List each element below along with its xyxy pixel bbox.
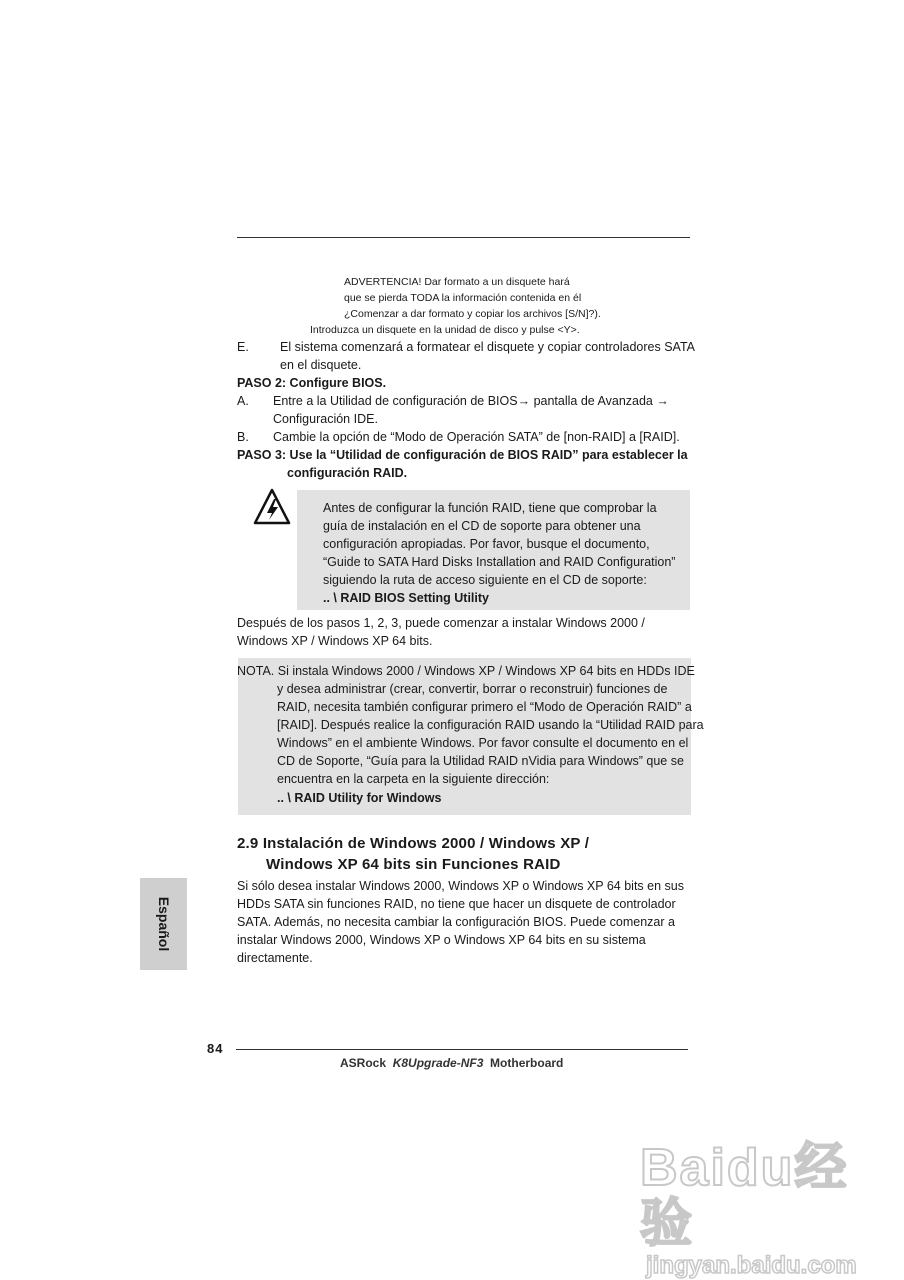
footer-brand: ASRock: [340, 1056, 387, 1070]
caution-line-2: guía de instalación en el CD de soporte para obtener una: [323, 519, 641, 533]
paso-2-a-text: Entre a la Utilidad de configuración de BIOS: [273, 394, 518, 408]
step-e-label: E.: [237, 340, 249, 354]
language-side-tab-label: Español: [155, 896, 172, 952]
section-body-line-5: directamente.: [237, 951, 313, 965]
section-body-line-4: instalar Windows 2000, Windows XP o Windows XP 64 bits en su sistema: [237, 933, 646, 947]
paso-2-a-line-2: Configuración IDE.: [273, 412, 378, 426]
paso-2-a-label: A.: [237, 394, 249, 408]
note-line-3: RAID, necesita también configurar primero el “Modo de Operación RAID” a: [277, 700, 692, 714]
note-line-5: Windows” en el ambiente Windows. Por favor consulte el documento en el: [277, 736, 689, 750]
high-voltage-warning-icon: [253, 488, 291, 526]
caution-line-1: Antes de configurar la función RAID, tiene que comprobar la: [323, 501, 657, 515]
footer-rule: [236, 1049, 688, 1050]
section-title-line-2: Windows XP 64 bits sin Funciones RAID: [266, 856, 561, 873]
paso-2-b-text: Cambie la opción de “Modo de Operación SATA” de [non-RAID] a [RAID].: [273, 430, 680, 444]
section-title-line-1: 2.9 Instalación de Windows 2000 / Windows XP /: [237, 835, 590, 852]
watermark-logo-text: Baidu经验: [640, 1139, 849, 1253]
caution-line-4: “Guide to SATA Hard Disks Installation and RAID Configuration”: [323, 555, 676, 569]
caution-line-3: configuración apropiadas. Por favor, busque el documento,: [323, 537, 650, 551]
paso-2-a-line-1: [273, 392, 669, 410]
baidu-watermark: [640, 1139, 870, 1279]
paso-2-title: PASO 2: Configure BIOS.: [237, 376, 387, 390]
note-path: .. \ RAID Utility for Windows: [277, 791, 442, 805]
footer-product-line: [340, 1056, 563, 1070]
warning-line-3: ¿Comenzar a dar formato y copiar los archivos [S/N]?).: [344, 308, 601, 320]
watermark-url: jingyan.baidu.com: [646, 1252, 857, 1279]
paso-3-line-2: configuración RAID.: [287, 466, 408, 480]
paso-3-line-1: PASO 3: Use la “Utilidad de configuración de BIOS RAID” para establecer la: [237, 448, 688, 462]
note-line-1: NOTA. Si instala Windows 2000 / Windows XP / Windows XP 64 bits en HDDs IDE: [237, 664, 695, 678]
footer-product: Motherboard: [490, 1056, 564, 1070]
caution-path: .. \ RAID BIOS Setting Utility: [323, 591, 489, 605]
arrow-right-icon: →: [656, 394, 669, 408]
arrow-right-icon: →: [517, 394, 531, 408]
note-line-7: encuentra en la carpeta en la siguiente dirección:: [277, 772, 550, 786]
warning-line-1: ADVERTENCIA! Dar formato a un disquete hará: [344, 276, 570, 288]
note-line-2: y desea administrar (crear, convertir, borrar o reconstruir) funciones de: [277, 682, 668, 696]
section-body-line-2: HDDs SATA sin funciones RAID, no tiene que hacer un disquete de controlador: [237, 897, 676, 911]
after-steps-line-1: Después de los pasos 1, 2, 3, puede comenzar a instalar Windows 2000 /: [237, 616, 645, 630]
caution-line-5: siguiendo la ruta de acceso siguiente en el CD de soporte:: [323, 573, 647, 587]
step-e-line-2: en el disquete.: [280, 358, 362, 372]
top-rule: [237, 237, 690, 238]
section-body-line-1: Si sólo desea instalar Windows 2000, Windows XP o Windows XP 64 bits en sus: [237, 879, 684, 893]
warning-line-2: que se pierda TODA la información contenida en él: [344, 292, 582, 304]
warning-line-4: Introduzca un disquete en la unidad de disco y pulse <Y>.: [310, 324, 580, 336]
section-body-line-3: SATA. Además, no necesita cambiar la configuración BIOS. Puede comenzar a: [237, 915, 675, 929]
page-number: 84: [207, 1041, 224, 1056]
note-line-6: CD de Soporte, “Guía para la Utilidad RAID nVidia para Windows” que se: [277, 754, 684, 768]
paso-2-b-label: B.: [237, 430, 249, 444]
after-steps-line-2: Windows XP / Windows XP 64 bits.: [237, 634, 433, 648]
step-e-line-1: El sistema comenzará a formatear el disquete y copiar controladores SATA: [280, 340, 696, 354]
language-side-tab: [140, 878, 187, 970]
note-line-4: [RAID]. Después realice la configuración RAID usando la “Utilidad RAID para: [277, 718, 704, 732]
paso-2-a-mid: pantalla de Avanzada: [530, 394, 657, 408]
footer-model: K8Upgrade-NF3: [392, 1056, 484, 1070]
